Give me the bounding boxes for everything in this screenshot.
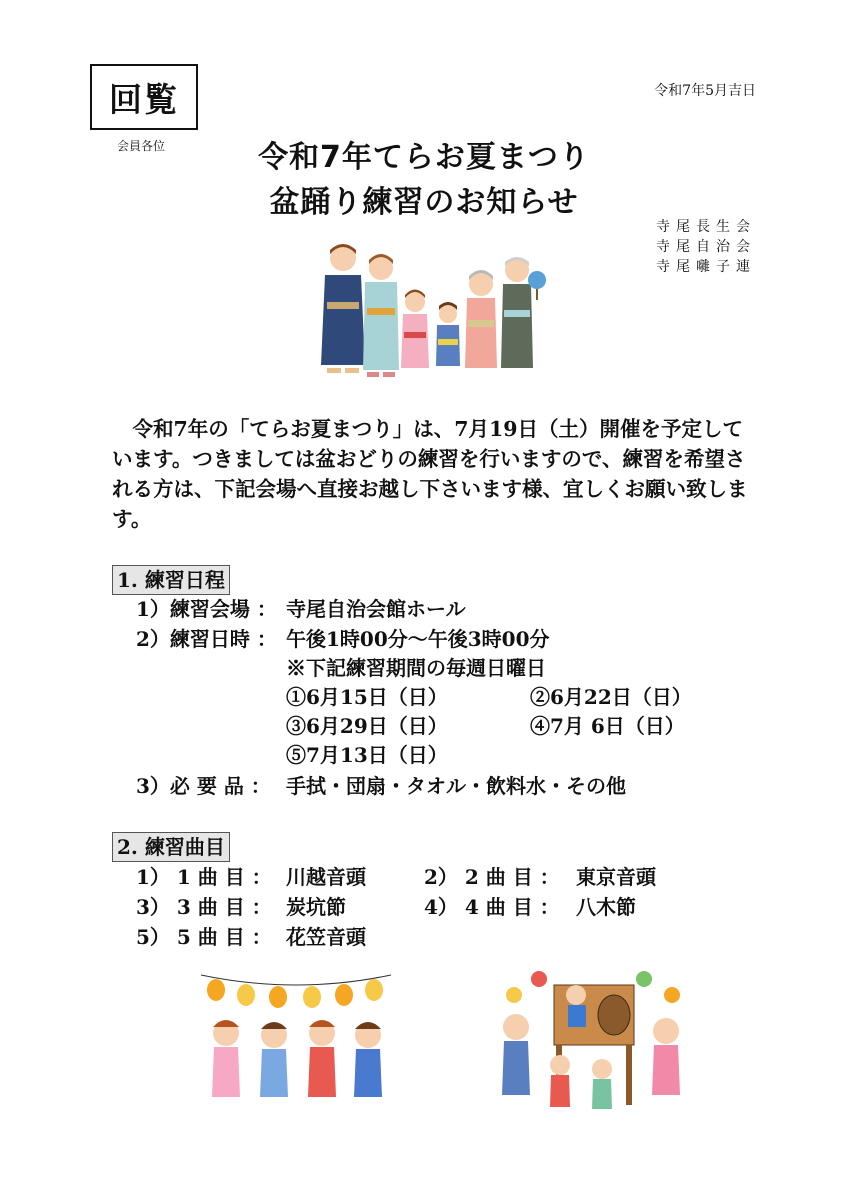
song-5-title: 花笠音頭 [286, 925, 366, 949]
kairan-label: 回覧 [109, 79, 179, 119]
organizer-2: 寺尾自治会 [656, 239, 756, 255]
items-value: 手拭・団扇・タオル・飲料水・その他 [286, 774, 626, 798]
page-title-line2: 盆踊り練習のお知らせ [269, 185, 579, 220]
girl-figure [401, 290, 429, 369]
time-label: 2）練習日時 ： [136, 627, 277, 651]
song-1-label: 1） 1 曲 目 ： [136, 865, 272, 889]
boy-figure [436, 302, 460, 366]
taiko-festival-illustration [494, 965, 694, 1115]
organizer-1: 寺尾長生会 [656, 219, 756, 235]
time-value: 午後1時00分～午後3時00分 [286, 627, 550, 651]
practice-date-1: ①6月15日（日） [286, 685, 448, 709]
items-label: 3）必 要 品 ： [136, 774, 271, 798]
grandfather-figure [501, 257, 546, 368]
song-4-title: 八木節 [576, 895, 636, 919]
song-4-label: 4） 4 曲 目 ： [424, 895, 560, 919]
issue-date: 令和7年5月吉日 [654, 83, 756, 99]
members-label: 会員各位 [117, 139, 166, 153]
venue-value: 寺尾自治会館ホール [286, 597, 466, 621]
venue-label: 1）練習会場 ： [136, 597, 277, 621]
child-dancer-2 [592, 1059, 612, 1109]
family-yukata-illustration [305, 240, 555, 385]
practice-date-3: ③6月29日（日） [286, 714, 448, 738]
section2-heading: 2. 練習曲目 [112, 832, 230, 862]
dancer-right [652, 1018, 680, 1095]
page-title-line1: 令和7年てらお夏まつり [258, 140, 590, 175]
organizer-3: 寺尾囃子連 [656, 259, 756, 275]
song-3-label: 3） 3 曲 目 ： [136, 895, 272, 919]
song-2-label: 2） 2 曲 目 ： [424, 865, 560, 889]
section1-heading: 1. 練習日程 [112, 565, 230, 595]
practice-date-5: ⑤7月13日（日） [286, 743, 448, 767]
song-2-title: 東京音頭 [576, 865, 656, 889]
practice-date-4: ④7月 6日（日） [530, 714, 685, 738]
schedule-note: ※下記練習期間の毎週日曜日 [286, 656, 546, 680]
mother-figure [363, 254, 399, 377]
practice-date-2: ②6月22日（日） [530, 685, 692, 709]
child-4 [354, 1022, 382, 1097]
song-1-title: 川越音頭 [286, 865, 366, 889]
child-3 [308, 1020, 336, 1097]
intro-paragraph: 令和7年の「てらお夏まつり」は、7月19日（土）開催を予定しています。つきましては盆おどりの練習を行いますので、練習を希望される方は、下記会場へ直接お越し下さいます様、宜しくお願い致します。 [112, 417, 748, 531]
father-figure [321, 244, 365, 373]
lantern-row [207, 979, 383, 1008]
song-5-label: 5） 5 曲 目 ： [136, 925, 272, 949]
song-3-title: 炭坑節 [286, 895, 346, 919]
organizer-list [656, 217, 756, 277]
grandmother-figure [465, 270, 497, 368]
dancer-left [502, 1014, 530, 1095]
child-1 [212, 1020, 240, 1097]
kairan-stamp [90, 64, 198, 130]
dancing-children-illustration [196, 965, 396, 1105]
child-2 [260, 1022, 288, 1097]
child-dancer-1 [550, 1055, 570, 1107]
